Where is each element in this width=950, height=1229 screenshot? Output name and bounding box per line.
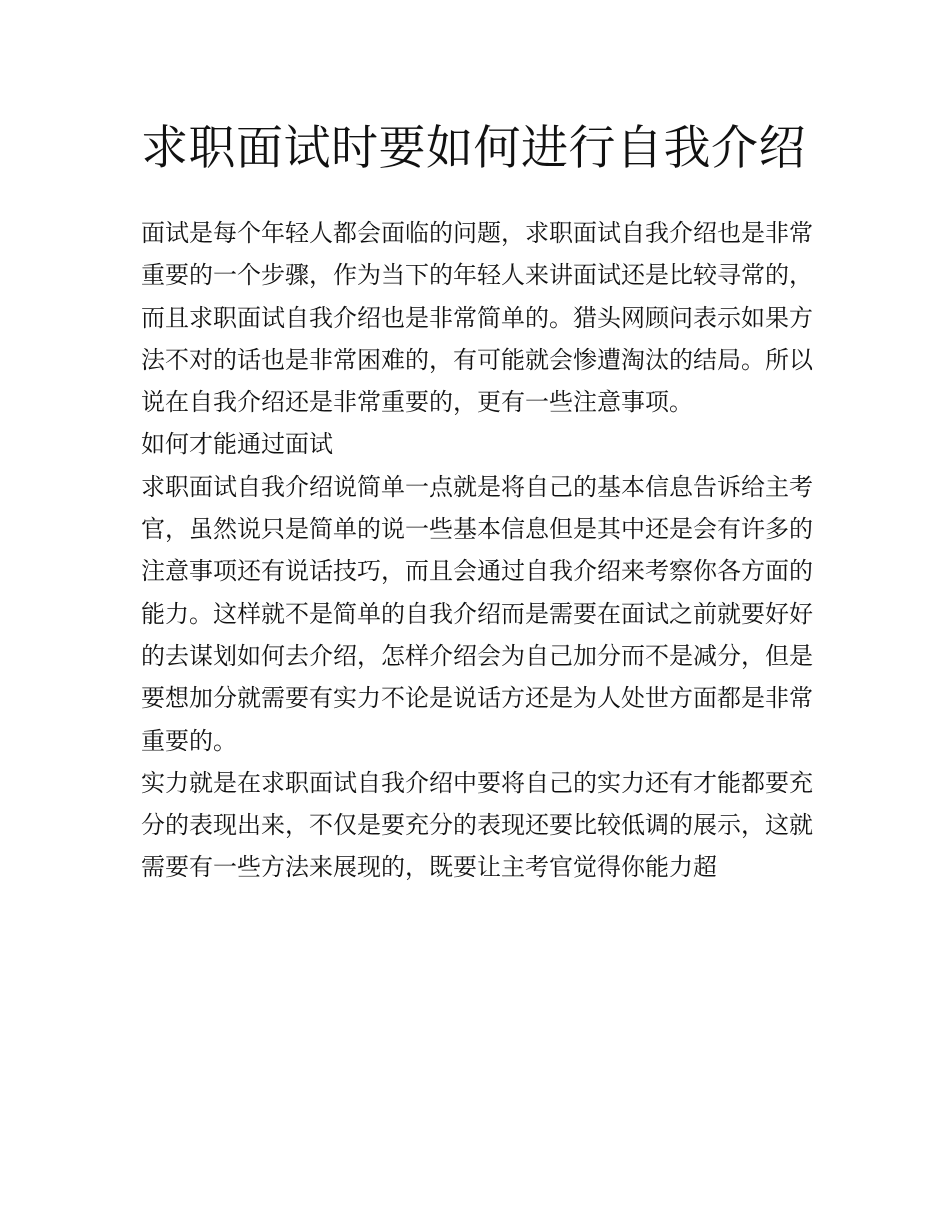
document-title: 求职面试时要如何进行自我介绍 [141,121,806,176]
body-paragraph: 求职面试自我介绍说简单一点就是将自己的基本信息告诉给主考官，虽然说只是简单的说一些基本信息但是其中还是会有许多的注意事项还有说话技巧，而且会通过自我介绍来考察你各方面的能力。这样就不是简单的自我介绍而是需要在面试之前就要好好的去谋划如何去介绍，怎样介绍会为自己加分而不是减分，但是要想加分就需要有实力不论是说话方还是为人处世方面都是非常重要的。 [141,472,813,755]
section-heading: 如何才能通过面试 [141,430,333,459]
intro-paragraph: 面试是每个年轻人都会面临的问题，求职面试自我介绍也是非常重要的一个步骤，作为当下的年轻人来讲面试还是比较寻常的，而且求职面试自我介绍也是非常简单的。猎头网顾问表示如果方法不对的话也是非常困难的，有可能就会惨遭淘汰的结局。所以说在自我介绍还是非常重要的，更有一些注意事项。 [141,219,813,417]
body-paragraph: 实力就是在求职面试自我介绍中要将自己的实力还有才能都要充分的表现出来，不仅是要充分的表现还要比较低调的展示，这就需要有一些方法来展现的，既要让主考官觉得你能力超 [141,768,813,882]
document-body [141,112,813,889]
